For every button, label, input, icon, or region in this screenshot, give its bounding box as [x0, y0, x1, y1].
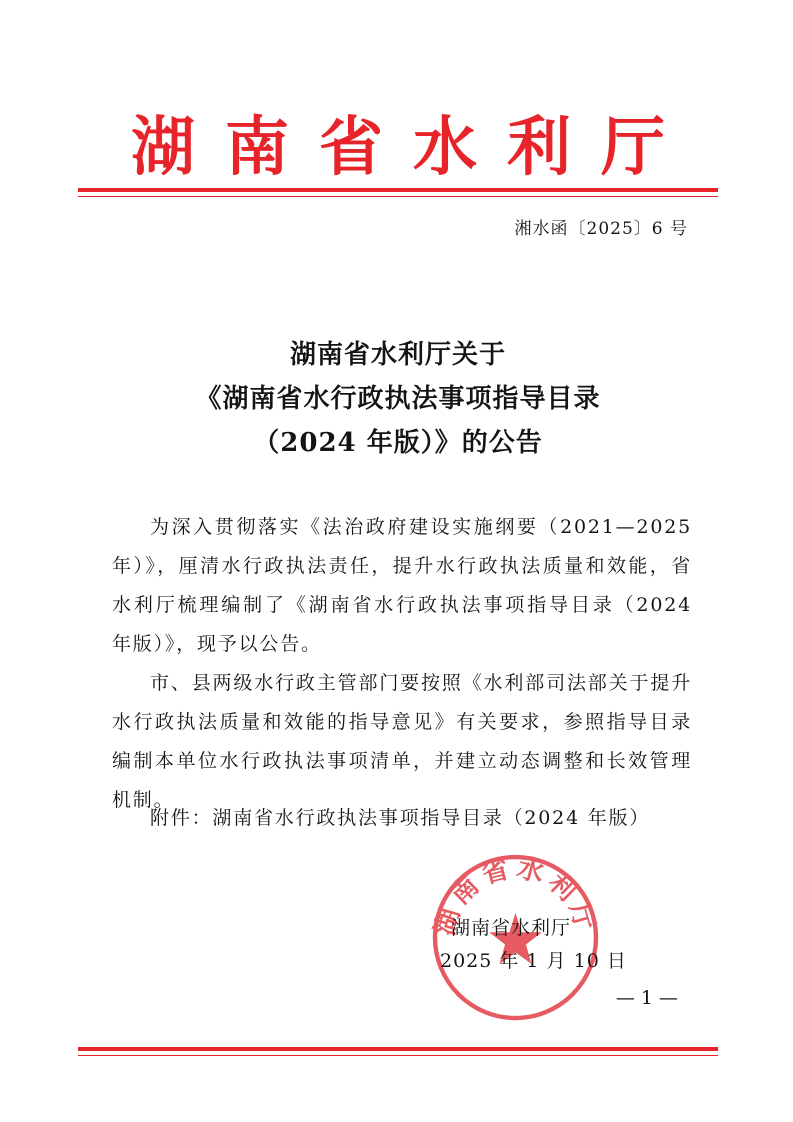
document-body — [112, 508, 692, 820]
title-line-1: 湖南省水利厅关于 — [289, 340, 506, 370]
title-line-3: （2024 年版）》的公告 — [253, 428, 543, 458]
body-paragraph-1: 为深入贯彻落实《法治政府建设实施纲要（2021—2025 年）》，厘清水行政执法责任，提升水行政执法质量和效能，省水利厅梳理编制了《湖南省水行政执法事项指导目录（2024 年版）》，现予以公告。 — [112, 516, 692, 655]
body-paragraph-2: 市、县两级水行政主管部门要按照《水利部司法部关于提升水行政执法质量和效能的指导意见》有关要求，参照指导目录编制本单位水行政执法事项清单，并建立动态调整和长效管理机制。 — [112, 672, 692, 811]
masthead-divider-thin — [78, 196, 718, 197]
masthead-divider-thick — [78, 188, 718, 192]
footer-divider-thick — [78, 1047, 718, 1051]
issue-date: 2025 年 1 月 10 日 — [440, 950, 627, 972]
agency-masthead: 湖南省水利厅 — [131, 110, 695, 185]
seal-text: 湖南省水利厅 — [429, 852, 602, 939]
issuing-agency: 湖南省水利厅 — [451, 917, 572, 939]
title-line-2: 《湖南省水行政执法事项指导目录 — [195, 384, 601, 414]
page-number: — 1 — — [615, 987, 678, 1009]
footer-divider-thin — [78, 1055, 718, 1056]
document-number: 湘水函〔2025〕6 号 — [514, 219, 688, 239]
document-title — [78, 333, 718, 465]
attachment-line: 附件：湖南省水行政执法事项指导目录（2024 年版） — [150, 807, 651, 829]
